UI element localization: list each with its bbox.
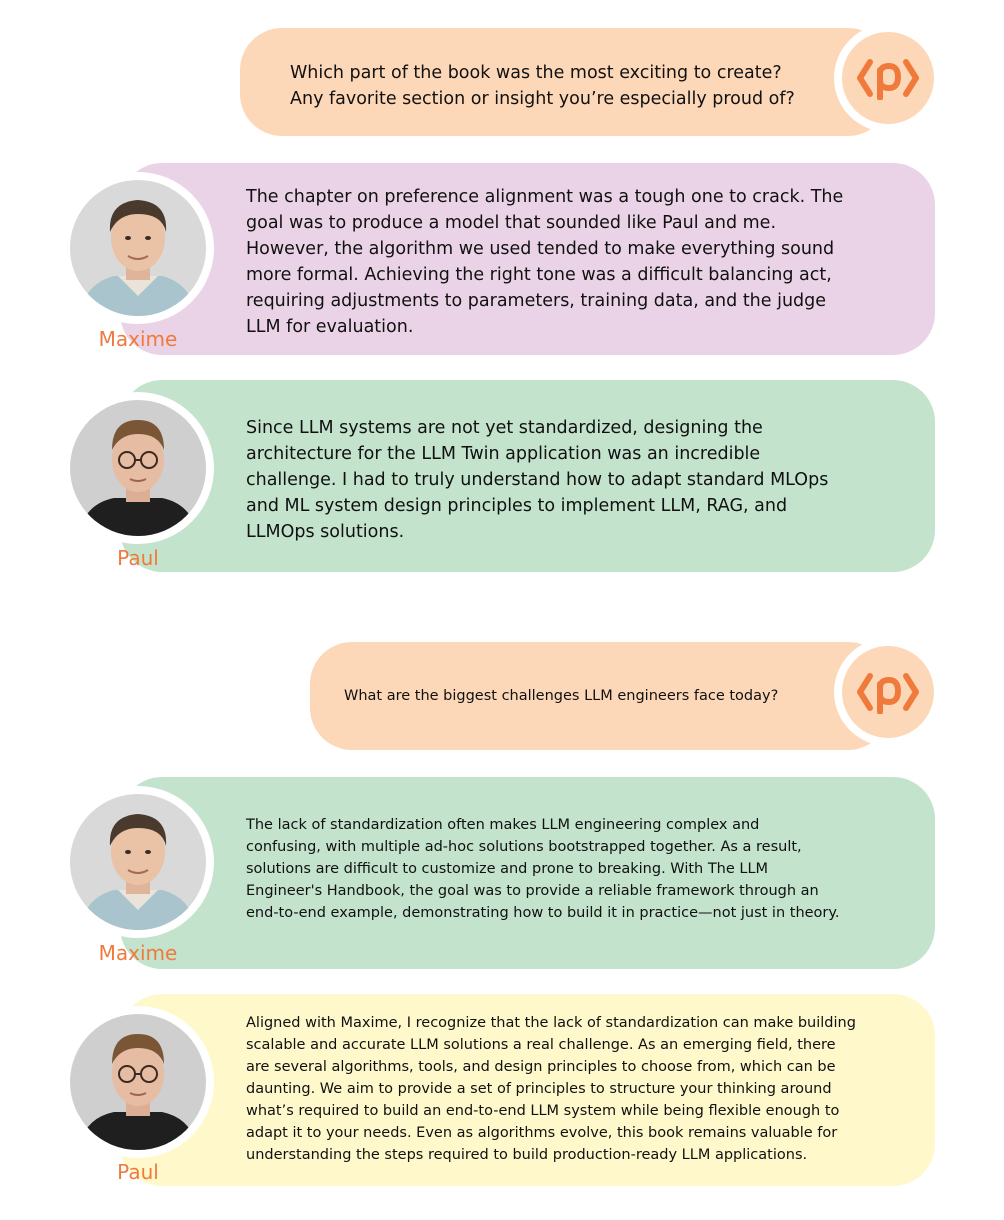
speaker-name-paul-2: Paul <box>117 1160 159 1184</box>
packt-logo-badge-2 <box>834 638 942 746</box>
answer-text-paul-2 <box>246 1012 926 1166</box>
avatar-paul-2 <box>70 1014 206 1150</box>
avatar-frame-paul-2 <box>62 1006 214 1158</box>
answer-1-line: However, the algorithm we used tended to make everything sound <box>246 239 835 259</box>
answer-1-line: goal was to produce a model that sounded like Paul and me. <box>246 213 777 233</box>
answer-3-line: Engineer's Handbook, the goal was to provide a reliable framework through an <box>246 883 819 899</box>
avatar-maxime-1 <box>70 180 206 316</box>
answer-2-line: Since LLM systems are not yet standardized, designing the <box>246 418 763 438</box>
speaker-name-paul-1: Paul <box>117 546 159 570</box>
question-1-line-2: Any favorite section or insight you’re especially proud of? <box>290 89 795 109</box>
speaker-name-maxime-1: Maxime <box>98 327 178 351</box>
avatar-frame-maxime-1 <box>62 172 214 324</box>
answer-1-line: requiring adjustments to parameters, training data, and the judge <box>246 291 827 311</box>
answer-1-line: The chapter on preference alignment was a tough one to crack. The <box>246 187 844 207</box>
packt-logo-icon <box>856 670 920 714</box>
question-2-line-1: What are the biggest challenges LLM engineers face today? <box>344 688 779 704</box>
answer-3-line: end-to-end example, demonstrating how to build it in practice—not just in theory. <box>246 905 840 921</box>
avatar-paul-1 <box>70 400 206 536</box>
answer-1-line: more formal. Achieving the right tone was a difficult balancing act, <box>246 265 832 285</box>
paul-photo-icon <box>70 400 206 536</box>
answer-4-line: Aligned with Maxime, I recognize that the lack of standardization can make building <box>246 1015 856 1031</box>
answer-4-line: scalable and accurate LLM solutions a real challenge. As an emerging field, there <box>246 1037 836 1053</box>
avatar-frame-paul-1 <box>62 392 214 544</box>
answer-2-line: LLMOps solutions. <box>246 522 405 542</box>
answer-3-line: solutions are difficult to customize and prone to breaking. With The LLM <box>246 861 769 877</box>
avatar-maxime-2 <box>70 794 206 930</box>
speaker-name-maxime-2: Maxime <box>98 941 178 965</box>
packt-logo-badge-1 <box>834 24 942 132</box>
answer-2-line: architecture for the LLM Twin application was an incredible <box>246 444 761 464</box>
answer-1-line: LLM for evaluation. <box>246 317 414 337</box>
answer-4-line: daunting. We aim to provide a set of principles to structure your thinking around <box>246 1081 832 1097</box>
question-1-line-1: Which part of the book was the most exciting to create? <box>290 63 782 83</box>
packt-logo-icon <box>856 56 920 100</box>
answer-4-line: understanding the steps required to build production-ready LLM applications. <box>246 1147 808 1163</box>
answer-4-line: are several algorithms, tools, and design principles to choose from, which can be <box>246 1059 836 1075</box>
answer-text-maxime-1 <box>246 184 906 340</box>
maxime-photo-icon <box>70 180 206 316</box>
answer-3-line: The lack of standardization often makes LLM engineering complex and <box>246 817 760 833</box>
answer-text-maxime-2 <box>246 814 916 924</box>
answer-4-line: adapt it to your needs. Even as algorithms evolve, this book remains valuable for <box>246 1125 838 1141</box>
paul-photo-icon <box>70 1014 206 1150</box>
answer-2-line: and ML system design principles to implement LLM, RAG, and <box>246 496 788 516</box>
question-1-text <box>290 60 850 112</box>
answer-3-line: confusing, with multiple ad-hoc solutions bootstrapped together. As a result, <box>246 839 802 855</box>
answer-text-paul-1 <box>246 415 906 545</box>
avatar-frame-maxime-2 <box>62 786 214 938</box>
answer-2-line: challenge. I had to truly understand how to adapt standard MLOps <box>246 470 829 490</box>
question-2-text <box>344 685 834 707</box>
answer-4-line: what’s required to build an end-to-end LLM system while being flexible enough to <box>246 1103 840 1119</box>
maxime-photo-icon <box>70 794 206 930</box>
